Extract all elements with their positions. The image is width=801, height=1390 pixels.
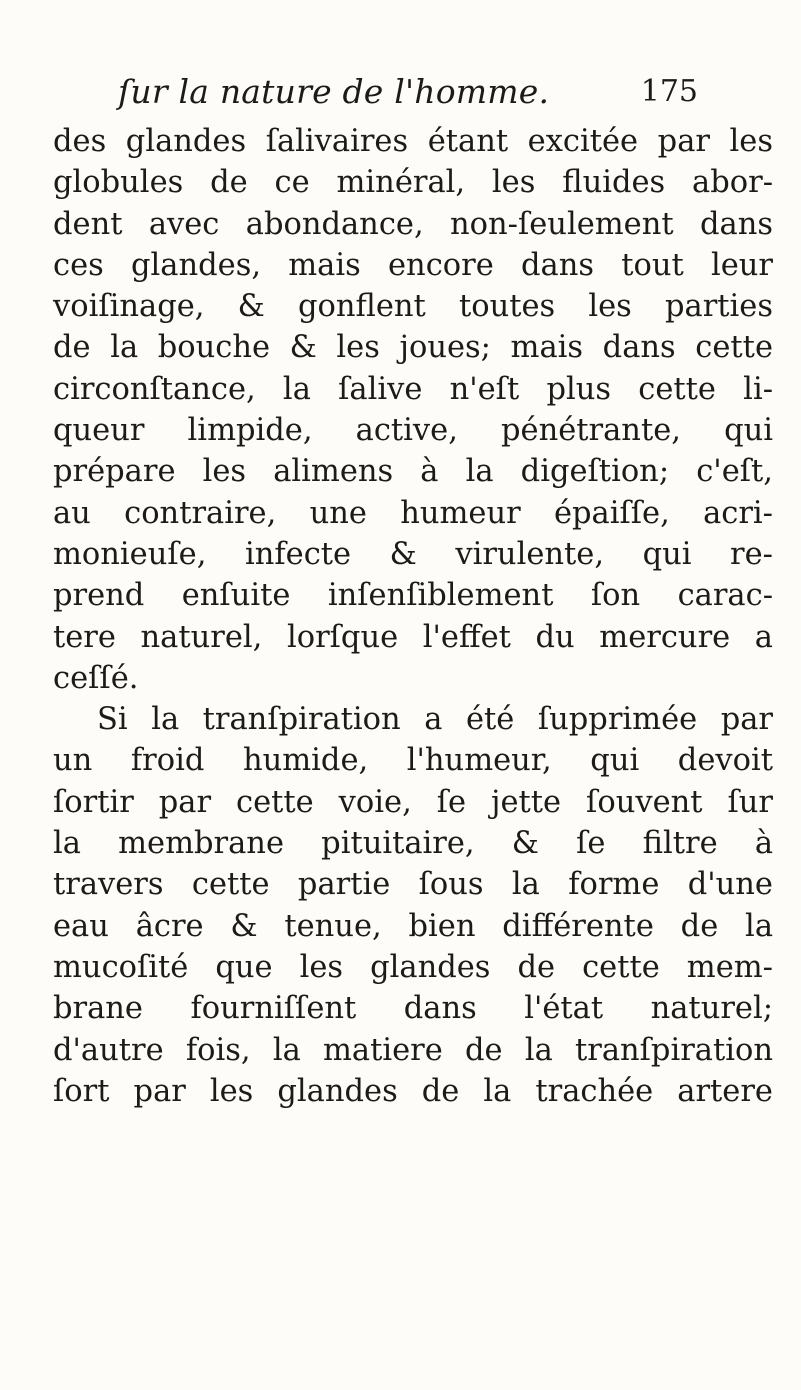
running-title: ſur la nature de l'homme. <box>118 72 550 111</box>
text-line: d'autre fois, la matiere de la tranſpiration <box>53 1032 773 1068</box>
text-line: queur limpide, active, pénétrante, qui <box>53 413 773 449</box>
text-line: brane fourniſſent dans l'état naturel; <box>53 991 773 1027</box>
page-number: 175 <box>640 74 698 109</box>
paragraph-first-line: Si la tranſpiration a été ſupprimée par <box>97 702 773 738</box>
text-line: mucoſité que les glandes de cette mem- <box>53 949 773 985</box>
text-line: eau âcre & tenue, bien différente de la <box>53 908 773 944</box>
text-line: voiſinage, & gonflent toutes les parties <box>53 289 773 325</box>
text-line: dent avec abondance, non-ſeulement dans <box>53 206 773 242</box>
text-line: ſortir par cette voie, ſe jette ſouvent ſur <box>53 784 773 820</box>
text-line: tere naturel, lorſque l'effet du mercure a <box>53 619 773 655</box>
text-line: ſort par les glandes de la trachée artere <box>53 1073 773 1109</box>
running-head <box>118 72 698 116</box>
text-line: prend enſuite inſenſiblement ſon carac- <box>53 578 773 614</box>
text-line: ces glandes, mais encore dans tout leur <box>53 247 773 283</box>
text-line: un froid humide, l'humeur, qui devoit <box>53 743 773 779</box>
text-line: la membrane pituitaire, & ſe filtre à <box>53 826 773 862</box>
text-line: travers cette partie ſous la forme d'une <box>53 867 773 903</box>
text-line: prépare les alimens à la digeſtion; c'eſt, <box>53 454 773 490</box>
text-line: ceſſé. <box>53 660 139 696</box>
text-line: de la bouche & les joues; mais dans cette <box>53 330 773 366</box>
text-line: des glandes ſalivaires étant excitée par les <box>53 124 773 159</box>
text-line: au contraire, une humeur épaiſſe, acri- <box>53 495 773 531</box>
text-line: monieuſe, infecte & virulente, qui re- <box>53 536 773 572</box>
body-text <box>53 121 773 1112</box>
text-line: globules de ce minéral, les fluides abor- <box>53 165 773 201</box>
text-line: circonſtance, la ſalive n'eſt plus cette li- <box>53 371 773 407</box>
